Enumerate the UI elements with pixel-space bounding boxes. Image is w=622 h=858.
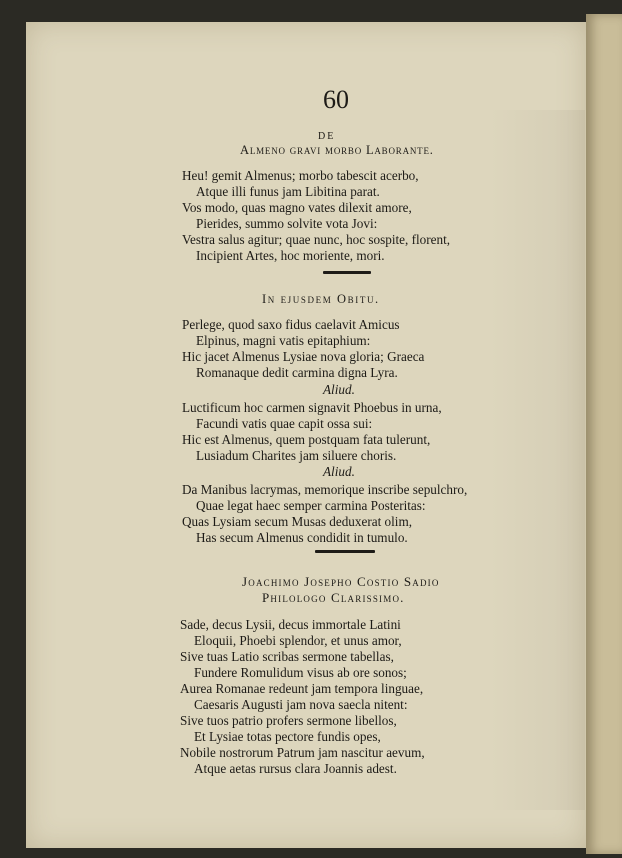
divider-2 — [315, 550, 375, 553]
section3-title-line-1: Joachimo Josepho Costio Sadio — [242, 574, 440, 589]
s2b-line-3: Hic est Almenus, quem postquam fata tulerunt, — [182, 432, 431, 447]
s3-line-9: Nobile nostrorum Patrum jam nascitur aevum, — [180, 745, 425, 760]
adjacent-page-edge — [586, 14, 622, 854]
section2-title: In ejusdem Obitu. — [262, 292, 380, 306]
s1-line-2: Atque illi funus jam Libitina parat. — [196, 184, 380, 199]
s3-line-3: Sive tuas Latio scribas sermone tabellas, — [180, 649, 394, 664]
s3-line-2: Eloquii, Phoebi splendor, et unus amor, — [194, 633, 402, 648]
s2-line-4: Romanaque dedit carmina digna Lyra. — [196, 365, 398, 380]
section1-de: DE — [318, 131, 336, 142]
s2b-line-2: Facundi vatis quae capit ossa sui: — [196, 416, 373, 431]
s2c-line-2: Quae legat haec semper carmina Posteritas: — [196, 498, 426, 513]
s1-line-3: Vos modo, quas magno vates dilexit amore, — [182, 200, 412, 215]
show-through-shadow — [490, 110, 585, 810]
s2-line-2: Elpinus, magni vatis epitaphium: — [196, 333, 371, 348]
s2c-line-4: Has secum Almenus condidit in tumulo. — [196, 530, 408, 545]
s2-line-1: Perlege, quod saxo fidus caelavit Amicus — [182, 317, 400, 332]
s3-line-7: Sive tuos patrio profers sermone libellos, — [180, 713, 397, 728]
s1-line-1: Heu! gemit Almenus; morbo tabescit acerbo, — [182, 168, 419, 183]
s1-line-5: Vestra salus agitur; quae nunc, hoc sospite, florent, — [182, 232, 451, 247]
s2c-line-3: Quas Lysiam secum Musas deduxerat olim, — [182, 514, 413, 529]
divider-1 — [323, 271, 371, 274]
s3-line-10: Atque aetas rursus clara Joannis adest. — [194, 761, 397, 776]
s1-line-4: Pierides, summo solvite vota Jovi: — [196, 216, 378, 231]
aliud-heading-2: Aliud. — [323, 464, 355, 479]
section1-title: Almeno gravi morbo Laborante. — [240, 143, 434, 157]
s2b-line-1: Luctificum hoc carmen signavit Phoebus in urna, — [182, 400, 442, 415]
section3-title-line-2: Philologo Clarissimo. — [262, 590, 405, 605]
s2-line-3: Hic jacet Almenus Lysiae nova gloria; Graeca — [182, 349, 425, 364]
aliud-heading-1: Aliud. — [323, 382, 355, 397]
s3-line-4: Fundere Romulidum visus ab ore sonos; — [194, 665, 407, 680]
s3-line-6: Caesaris Augusti jam nova saecla nitent: — [194, 697, 408, 712]
s2b-line-4: Lusiadum Charites jam siluere choris. — [196, 448, 397, 463]
page-number: 60 — [323, 85, 349, 114]
s3-line-1: Sade, decus Lysii, decus immortale Latini — [180, 617, 401, 632]
s3-line-5: Aurea Romanae redeunt jam tempora linguae, — [180, 681, 424, 696]
s1-line-6: Incipient Artes, hoc moriente, mori. — [196, 248, 385, 263]
s3-line-8: Et Lysiae totas pectore fundis opes, — [194, 729, 381, 744]
s2c-line-1: Da Manibus lacrymas, memorique inscribe sepulchro, — [182, 482, 468, 497]
